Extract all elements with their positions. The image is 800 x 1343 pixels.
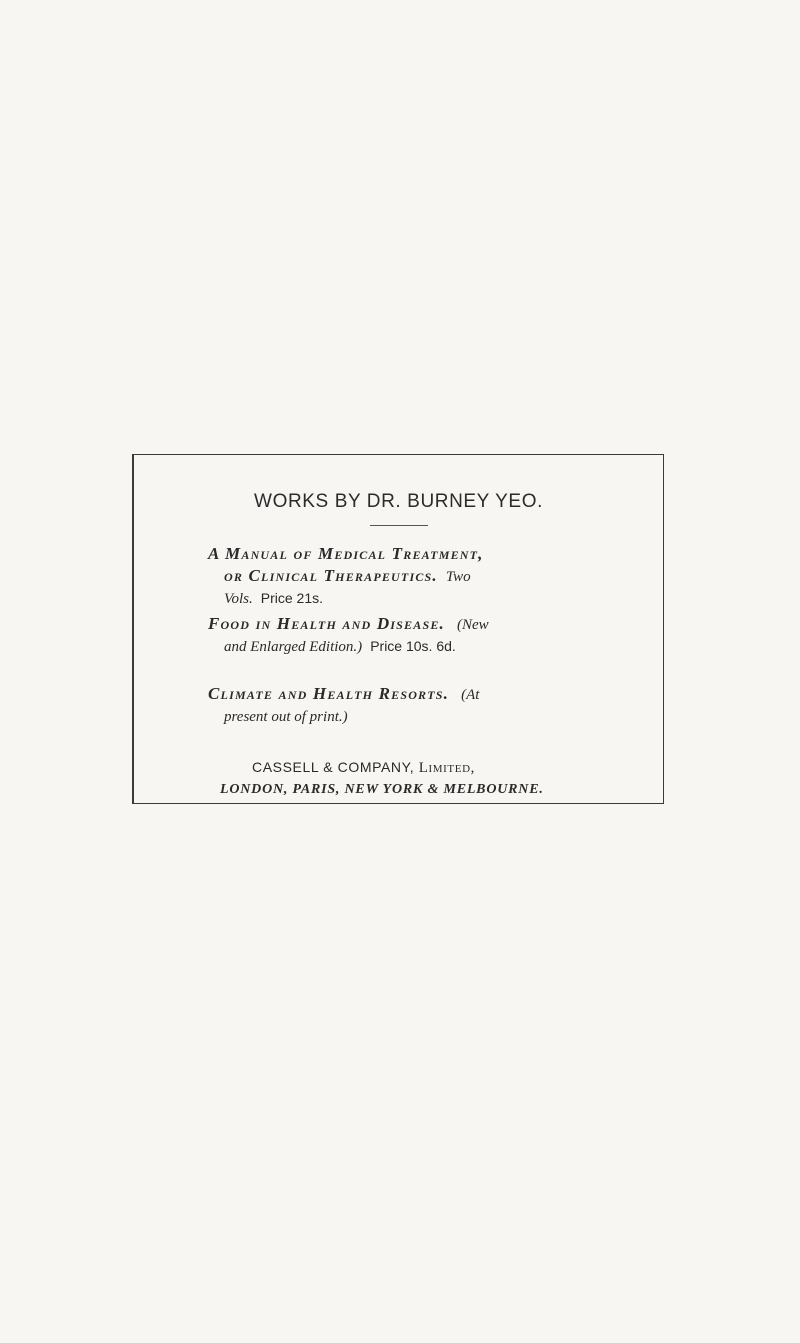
book-entry-manual [208, 543, 648, 610]
ad-heading: WORKS BY DR. BURNEY YEO. [254, 491, 543, 512]
book-title-continued: or Clinical Therapeutics. [224, 566, 438, 585]
book-price: Price 10s. 6d. [370, 638, 456, 654]
publisher-suffix: Limited, [418, 760, 475, 776]
advertisement-box [132, 454, 664, 804]
publisher-cities: LONDON, PARIS, NEW YORK & MELBOURNE. [220, 782, 544, 797]
book-note: (New [456, 617, 489, 633]
book-note: (At [461, 687, 480, 703]
book-price: Price 21s. [260, 590, 324, 606]
publisher-company: CASSELL & COMPANY, [252, 759, 415, 775]
book-entry-food [208, 613, 648, 658]
publisher-name [252, 759, 475, 777]
book-entry-climate [208, 683, 648, 728]
book-note-continued: and Enlarged Edition.) [224, 639, 363, 655]
heading-rule [370, 525, 428, 526]
book-title: Food in Health and Disease. [208, 614, 445, 633]
book-title: Climate and Health Resorts. [208, 684, 450, 703]
book-title: A Manual of Medical Treatment, [208, 544, 484, 563]
book-note: Two [445, 569, 471, 585]
book-note-continued: present out of print.) [224, 709, 348, 725]
book-note-continued: Vols. [224, 591, 253, 607]
